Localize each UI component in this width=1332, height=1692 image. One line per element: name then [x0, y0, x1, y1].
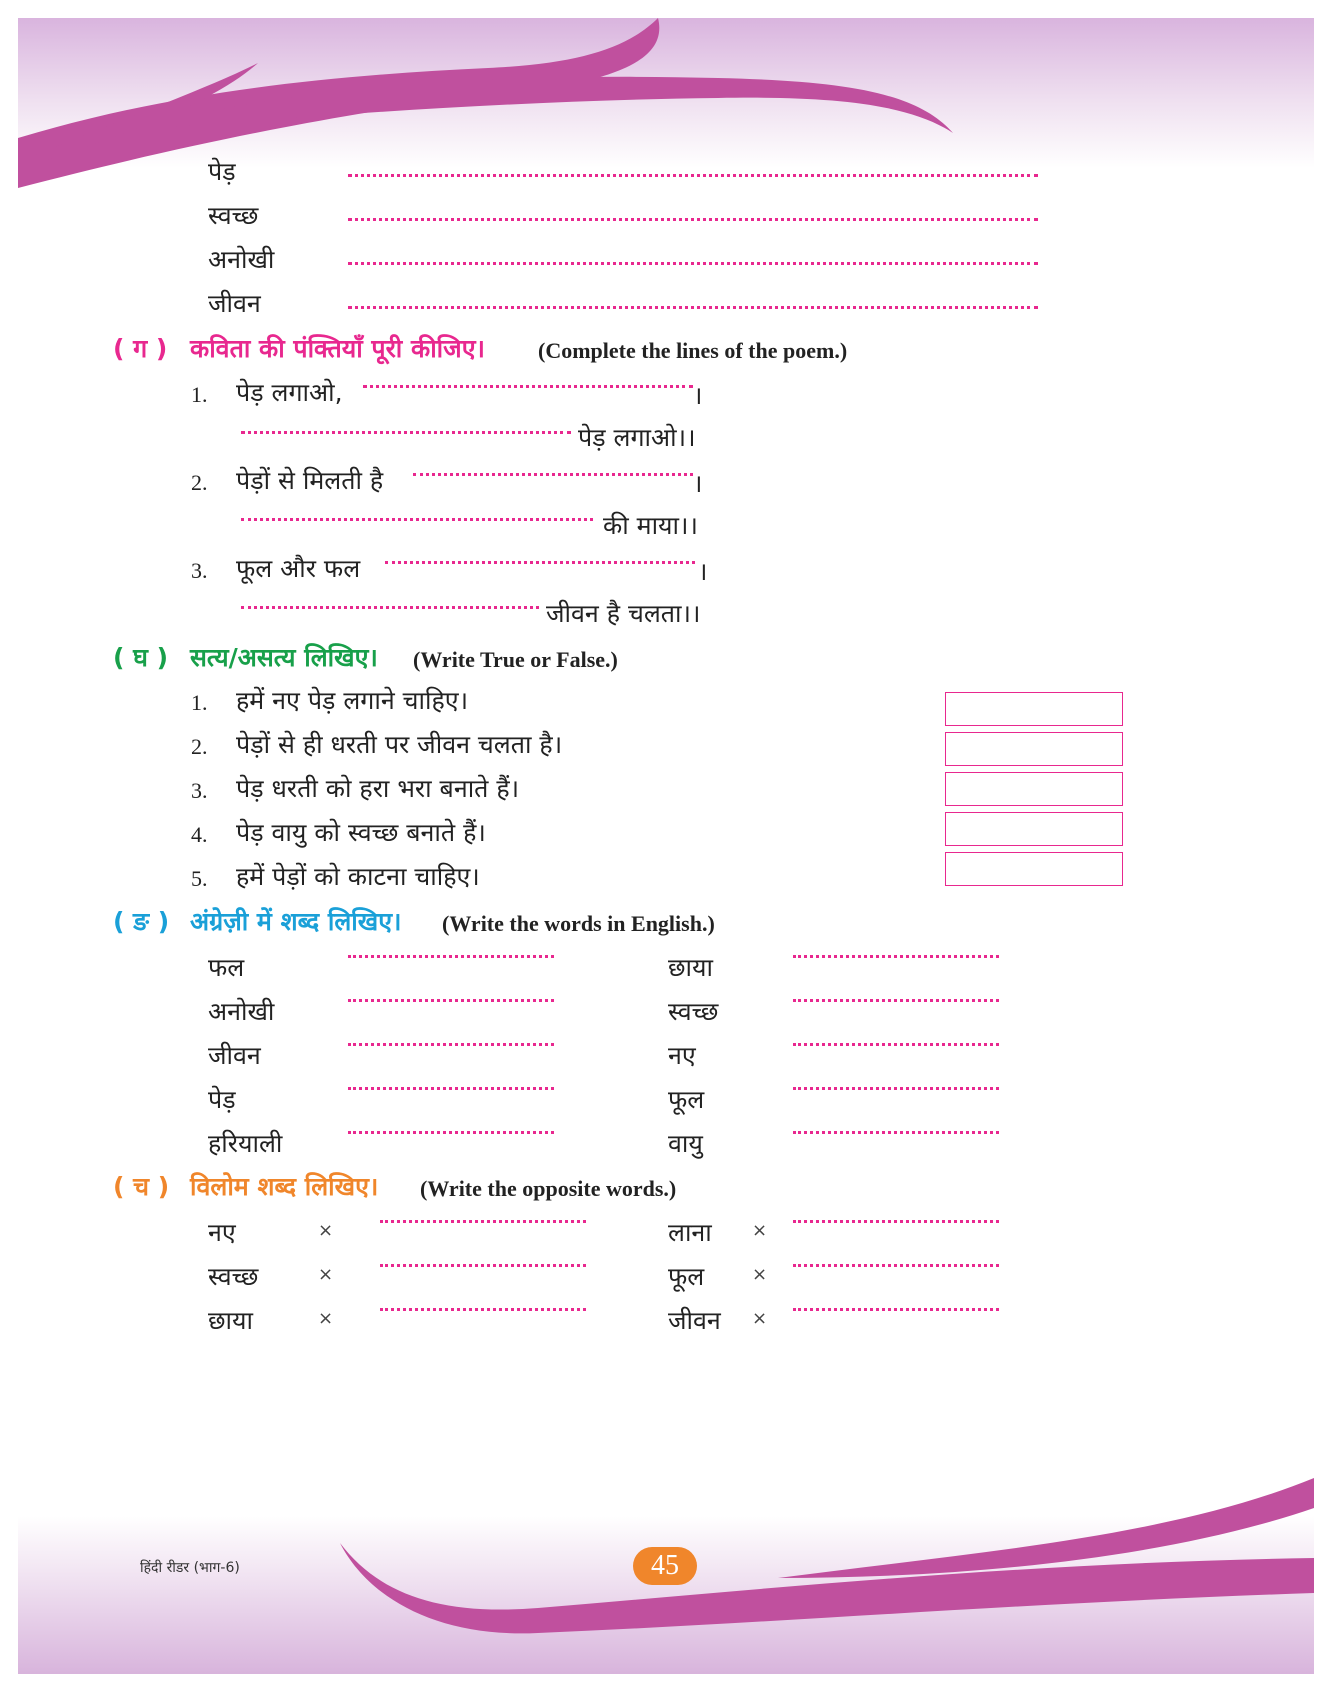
word-right: फूल	[668, 1262, 705, 1291]
answer-line[interactable]	[380, 1220, 586, 1223]
word-left: जीवन	[208, 1041, 261, 1070]
answer-line[interactable]	[241, 518, 593, 521]
word-left: नए	[208, 1218, 236, 1247]
cross-sign: ×	[318, 1308, 334, 1329]
statement: पेड़ों से ही धरती पर जीवन चलता है।	[236, 730, 563, 759]
answer-line[interactable]	[793, 1264, 999, 1267]
section-title-hindi: कविता की पंक्तियाँ पूरी कीजिए।	[190, 334, 485, 363]
section-label: ( ग )	[113, 334, 168, 363]
item-number: 5.	[191, 866, 208, 891]
answer-line[interactable]	[241, 431, 571, 434]
answer-line[interactable]	[793, 1220, 999, 1223]
answer-line[interactable]	[793, 1087, 999, 1090]
poem-line-start: पेड़ों से मिलती है	[236, 466, 384, 495]
cross-sign: ×	[752, 1308, 768, 1329]
danda: ।	[693, 469, 703, 498]
answer-line[interactable]	[380, 1264, 586, 1267]
answer-line[interactable]	[241, 606, 539, 609]
page-number: 45	[633, 1547, 697, 1585]
word-left: फल	[208, 953, 245, 982]
section-title-english: (Complete the lines of the poem.)	[538, 338, 848, 363]
section-label: ( ङ )	[113, 907, 170, 936]
section-label: ( च )	[113, 1172, 170, 1201]
top-word: अनोखी	[208, 245, 275, 274]
word-left: हरियाली	[208, 1129, 283, 1158]
danda: ।	[693, 381, 703, 410]
word-right: छाया	[668, 953, 713, 982]
answer-line[interactable]	[348, 218, 1038, 221]
word-right: जीवन	[668, 1306, 721, 1335]
word-left: अनोखी	[208, 997, 275, 1026]
answer-box[interactable]	[945, 852, 1123, 886]
cross-sign: ×	[318, 1264, 334, 1285]
word-right: वायु	[668, 1129, 703, 1158]
poem-line-start: फूल और फल	[236, 554, 361, 583]
cross-sign: ×	[752, 1264, 768, 1285]
cross-sign: ×	[752, 1220, 768, 1241]
answer-line[interactable]	[348, 1087, 554, 1090]
answer-box[interactable]	[945, 772, 1123, 806]
answer-line[interactable]	[385, 561, 695, 564]
top-word: जीवन	[208, 289, 261, 318]
word-right: नए	[668, 1041, 696, 1070]
item-number: 1.	[191, 382, 208, 407]
top-word: पेड़	[208, 157, 236, 186]
poem-line-end: जीवन है चलता।।	[546, 599, 701, 628]
answer-line[interactable]	[348, 955, 554, 958]
worksheet-page	[18, 18, 1314, 1674]
section-title-hindi: अंग्रेज़ी में शब्द लिखिए।	[190, 907, 402, 936]
answer-line[interactable]	[793, 955, 999, 958]
word-right: स्वच्छ	[668, 997, 719, 1026]
answer-line[interactable]	[793, 1308, 999, 1311]
section-title-hindi: विलोम शब्द लिखिए।	[190, 1172, 379, 1201]
word-right: फूल	[668, 1085, 705, 1114]
answer-line[interactable]	[793, 1131, 999, 1134]
statement: पेड़ वायु को स्वच्छ बनाते हैं।	[236, 818, 486, 847]
item-number: 3.	[191, 778, 208, 803]
poem-line-end: पेड़ लगाओ।।	[578, 423, 696, 452]
answer-line[interactable]	[363, 385, 693, 388]
section-label: ( घ )	[113, 643, 169, 672]
answer-line[interactable]	[348, 262, 1038, 265]
statement: हमें नए पेड़ लगाने चाहिए।	[236, 686, 469, 715]
answer-line[interactable]	[380, 1308, 586, 1311]
answer-line[interactable]	[413, 473, 693, 476]
answer-box[interactable]	[945, 692, 1123, 726]
section-title-english: (Write True or False.)	[413, 647, 618, 672]
section-title-hindi: सत्य/असत्य लिखिए।	[190, 643, 378, 672]
answer-box[interactable]	[945, 812, 1123, 846]
item-number: 1.	[191, 690, 208, 715]
item-number: 2.	[191, 470, 208, 495]
item-number: 2.	[191, 734, 208, 759]
statement: हमें पेड़ों को काटना चाहिए।	[236, 862, 480, 891]
answer-box[interactable]	[945, 732, 1123, 766]
word-left: स्वच्छ	[208, 1262, 259, 1291]
answer-line[interactable]	[348, 1131, 554, 1134]
word-left: छाया	[208, 1306, 253, 1335]
item-number: 3.	[191, 558, 208, 583]
section-title-english: (Write the opposite words.)	[420, 1176, 677, 1201]
book-title-footer: हिंदी रीडर (भाग-6)	[140, 1560, 240, 1576]
poem-line-end: की माया।।	[603, 511, 698, 540]
answer-line[interactable]	[348, 1043, 554, 1046]
danda: ।	[698, 557, 708, 586]
section-title-english: (Write the words in English.)	[442, 911, 715, 936]
word-left: पेड़	[208, 1085, 236, 1114]
answer-line[interactable]	[348, 999, 554, 1002]
poem-line-start: पेड़ लगाओ,	[236, 378, 343, 407]
answer-line[interactable]	[348, 306, 1038, 309]
statement: पेड़ धरती को हरा भरा बनाते हैं।	[236, 774, 520, 803]
answer-line[interactable]	[348, 174, 1038, 177]
answer-line[interactable]	[793, 999, 999, 1002]
answer-line[interactable]	[793, 1043, 999, 1046]
top-word: स्वच्छ	[208, 201, 259, 230]
item-number: 4.	[191, 822, 208, 847]
word-right: लाना	[668, 1218, 712, 1247]
cross-sign: ×	[318, 1220, 334, 1241]
